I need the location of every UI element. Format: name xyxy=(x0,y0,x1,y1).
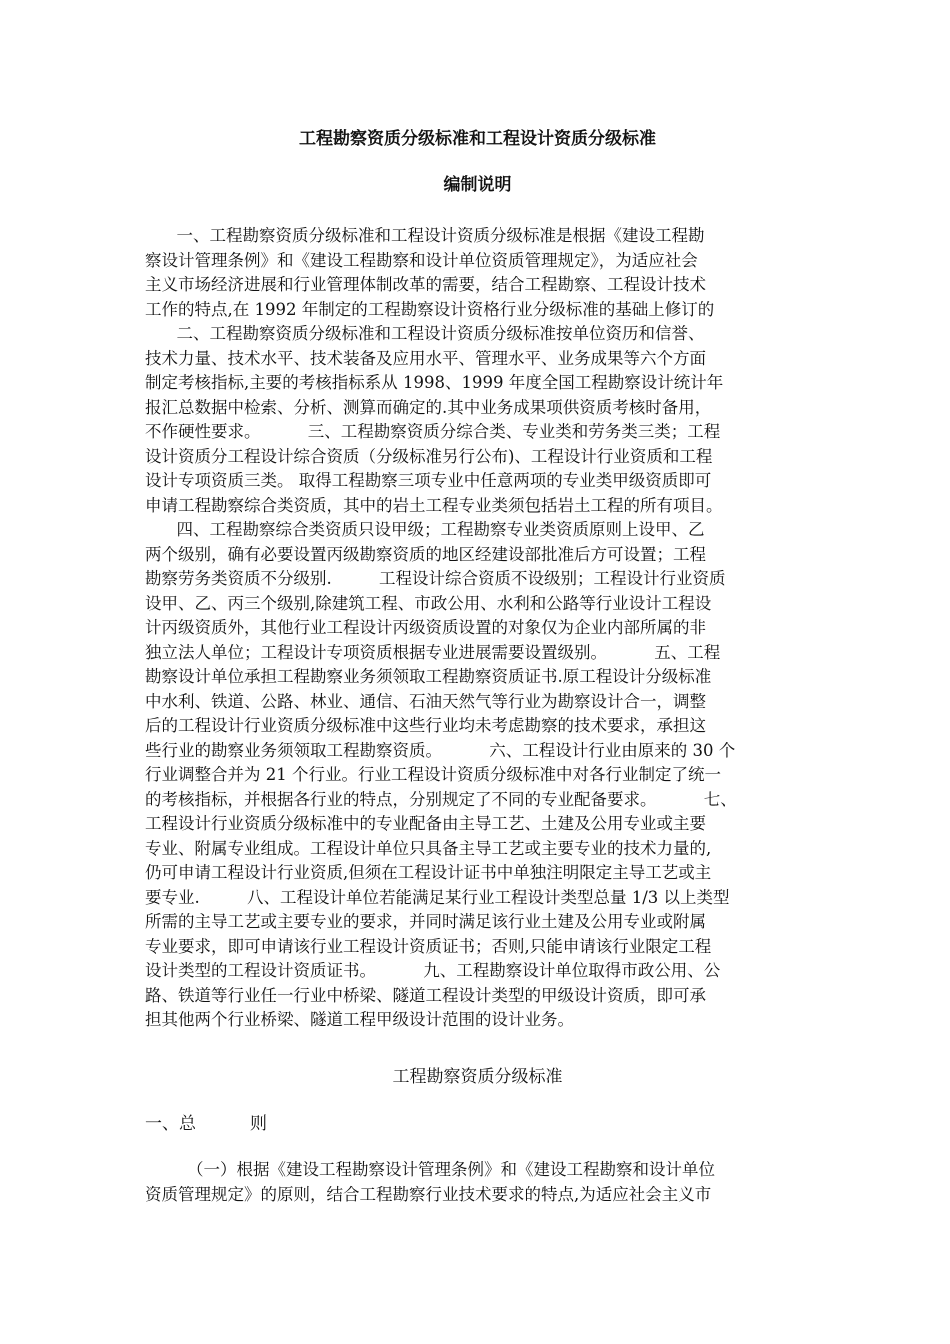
body-line: 主义市场经济进展和行业管理体制改革的需要，结合工程勘察、工程设计技术 xyxy=(145,275,706,294)
body-line: 勘察劳务类资质不分级别. 工程设计综合资质不设级别；工程设计行业资质 xyxy=(145,569,726,588)
body-line: 中水利、铁道、公路、林业、通信、石油天然气等行业为勘察设计合一，调整 xyxy=(145,691,706,711)
body-line: 报汇总数据中检索、分析、测算而确定的.其中业务成果项供资质考核时备用， xyxy=(145,397,712,417)
body-line: 一、工程勘察资质分级标准和工程设计资质分级标准是根据《建设工程勘 xyxy=(145,226,705,245)
body-line: 两个级别，确有必要设置丙级勘察资质的地区经建设部批准后方可设置；工程 xyxy=(145,544,706,564)
body-line: 四、工程勘察综合类资质只设甲级；工程勘察专业类资质原则上设甲、乙 xyxy=(145,520,705,539)
body-line: 勘察设计单位承担工程勘察业务须领取工程勘察资质证书.原工程设计分级标准 xyxy=(145,667,712,686)
body-line: 专业要求，即可申请该行业工程设计资质证书；否则,只能申请该行业限定工程 xyxy=(145,936,712,956)
body-line: 设计专项资质三类。 取得工程勘察三项专业中任意两项的专业类甲级资质即可 xyxy=(145,471,712,490)
document-subtitle: 编制说明 xyxy=(443,175,512,195)
body-line: 路、铁道等行业任一行业中桥梁、隧道工程设计类型的甲级设计资质，即可承 xyxy=(145,985,706,1005)
section-heading: 工程勘察资质分级标准 xyxy=(392,1067,563,1087)
explanation-body xyxy=(145,224,810,1033)
body-line: 二、工程勘察资质分级标准和工程设计资质分级标准按单位资历和信誉、 xyxy=(145,324,705,343)
document-title: 工程勘察资质分级标准和工程设计资质分级标准 xyxy=(299,129,656,149)
body-line: 设甲、乙、丙三个级别,除建筑工程、市政公用、水利和公路等行业设计工程设 xyxy=(145,593,712,613)
body-line: 独立法人单位；工程设计专项资质根据专业进展需要设置级别。 五、工程 xyxy=(145,642,721,662)
body-line: 计丙级资质外，其他行业工程设计丙级资质设置的对象仅为企业内部所属的非 xyxy=(145,618,706,637)
body-line: 工程设计行业资质分级标准中的专业配备由主导工艺、土建及公用专业或主要 xyxy=(145,814,706,833)
body-line: 行业调整合并为 21 个行业。行业工程设计资质分级标准中对各行业制定了统一 xyxy=(145,765,721,784)
body-line: 申请工程勘察综合类资质，其中的岩土工程专业类须包括岩土工程的所有项目。 xyxy=(145,495,723,515)
body-line: 设计类型的工程设计资质证书。 九、工程勘察设计单位取得市政公用、公 xyxy=(145,961,721,980)
intro-body xyxy=(145,1157,810,1207)
body-line: 技术力量、技术水平、技术装备及应用水平、管理水平、业务成果等六个方面 xyxy=(145,348,706,368)
body-line: 专业、附属专业组成。工程设计单位只具备主导工艺或主要专业的技术力量的, xyxy=(145,838,712,858)
body-line: 设计资质分工程设计综合资质（分级标准另行公布)、工程设计行业资质和工程 xyxy=(145,446,713,466)
body-line: 的考核指标，并根据各行业的特点，分别规定了不同的专业配备要求。 七、 xyxy=(145,789,737,809)
chapter-heading: 一、总 则 xyxy=(145,1114,268,1134)
body-line: 要专业. 八、工程设计单位若能满足某行业工程设计类型总量 1/3 以上类型 xyxy=(145,887,730,907)
body-line: 工作的特点,在 1992 年制定的工程勘察设计资格行业分级标准的基础上修订的 xyxy=(145,299,715,319)
body-line: 制定考核指标,主要的考核指标系从 1998、1999 年度全国工程勘察设计统计年 xyxy=(145,373,724,392)
body-line: 些行业的勘察业务须领取工程勘察资质。 六、工程设计行业由原来的 30 个 xyxy=(145,740,736,760)
body-line: 仍可申请工程设计行业资质,但须在工程设计证书中单独注明限定主导工艺或主 xyxy=(145,863,712,882)
body-line: 不作硬性要求。 三、工程勘察资质分综合类、专业类和劳务类三类；工程 xyxy=(145,422,721,441)
body-line: 担其他两个行业桥梁、隧道工程甲级设计范围的设计业务。 xyxy=(145,1010,574,1029)
body-line: 后的工程设计行业资质分级标准中这些行业均未考虑勘察的技术要求，承担这 xyxy=(145,716,706,735)
body-line: 所需的主导工艺或主要专业的要求，并同时满足该行业土建及公用专业或附属 xyxy=(145,912,706,931)
body-line: 察设计管理条例》和《建设工程勘察和设计单位资质管理规定》，为适应社会 xyxy=(145,250,698,270)
body-line: 资质管理规定》的原则，结合工程勘察行业技术要求的特点,为适应社会主义市 xyxy=(145,1185,712,1204)
body-line: （一）根据《建设工程勘察设计管理条例》和《建设工程勘察和设计单位 xyxy=(145,1160,715,1179)
